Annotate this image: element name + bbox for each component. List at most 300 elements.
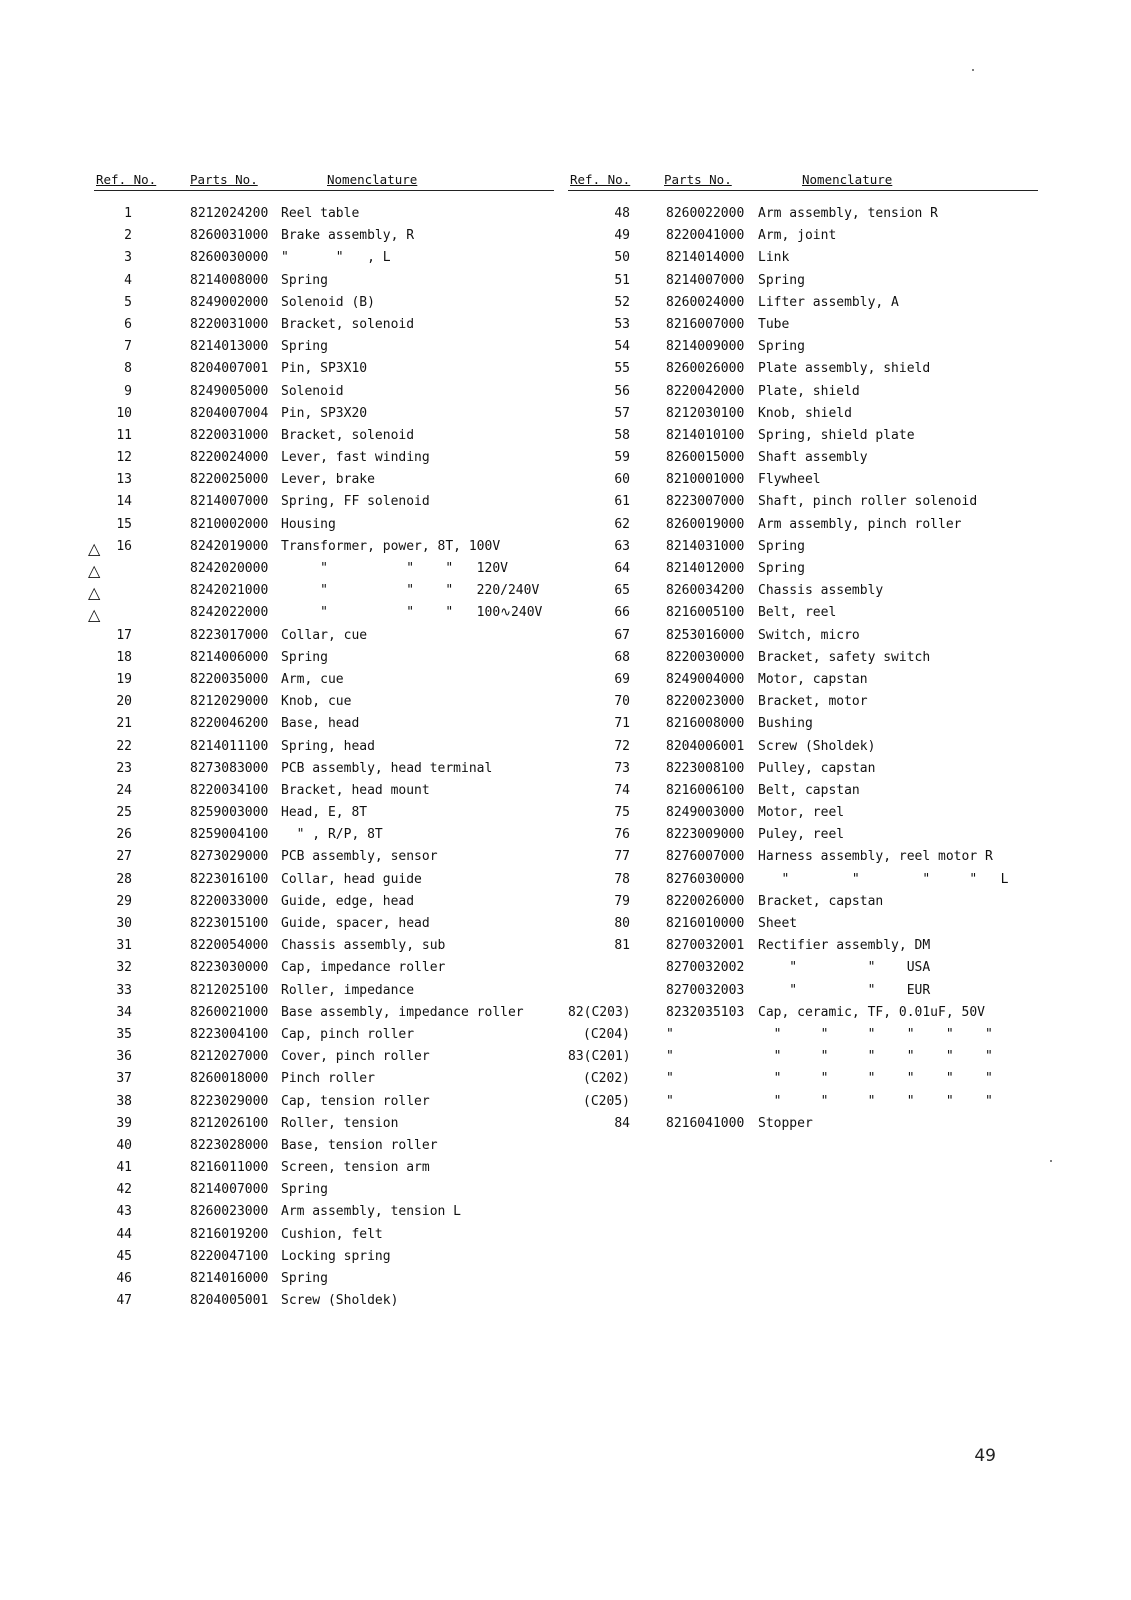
warning-icon: △: [88, 583, 101, 603]
nomenclature-cell: Link: [758, 250, 790, 266]
ref-no-cell: 9: [124, 383, 132, 399]
warning-icon: △: [88, 605, 101, 625]
table-row: [94, 1002, 554, 1024]
parts-no-cell: 8273083000: [190, 760, 269, 776]
warning-icon: △: [88, 561, 101, 580]
parts-no-cell: 8260030000: [190, 250, 269, 266]
table-row: [94, 1068, 554, 1090]
nomenclature-cell: Lifter assembly, A: [758, 294, 899, 310]
ref-no-cell: 43: [116, 1204, 132, 1220]
table-row: [94, 891, 554, 913]
nomenclature-cell: " " , L: [281, 250, 391, 266]
ref-no-cell: 19: [116, 671, 132, 687]
table-row: [568, 558, 1038, 580]
parts-no-cell: 8259003000: [190, 805, 269, 821]
parts-no-cell: 8212026100: [190, 1115, 269, 1131]
nomenclature-header: Nomenclature: [327, 172, 418, 187]
ref-no-cell: 50: [614, 250, 630, 266]
nomenclature-cell: Lever, fast winding: [281, 450, 430, 466]
parts-no-cell: 8223030000: [190, 960, 269, 976]
parts-no-cell: 8242019000: [190, 538, 269, 554]
table-row: [568, 447, 1038, 469]
ref-no-cell: 75: [614, 805, 630, 821]
parts-no-cell: ": [666, 1026, 674, 1042]
table-row: [568, 270, 1038, 292]
parts-no-cell: 8210001000: [666, 472, 745, 488]
scan-speck: [1050, 1160, 1052, 1162]
nomenclature-cell: " " " " L: [758, 871, 1009, 887]
page-number: 49: [974, 1446, 996, 1466]
nomenclature-cell: Cap, impedance roller: [281, 960, 446, 976]
parts-no-cell: 8220035000: [190, 671, 269, 687]
parts-no-cell: 8249005000: [190, 383, 269, 399]
ref-no-cell: 62: [614, 516, 630, 532]
nomenclature-cell: Locking spring: [281, 1248, 391, 1264]
nomenclature-cell: Shaft assembly: [758, 450, 868, 466]
table-row: [568, 1068, 1038, 1090]
ref-no-cell: 33: [116, 982, 132, 998]
parts-no-cell: 8260015000: [666, 450, 745, 466]
parts-no-cell: 8223028000: [190, 1137, 269, 1153]
parts-no-cell: 8212025100: [190, 982, 269, 998]
ref-no-cell: 39: [116, 1115, 132, 1131]
table-row: [94, 669, 554, 691]
ref-no-cell: 37: [116, 1071, 132, 1087]
ref-no-cell: 67: [614, 627, 630, 643]
parts-no-cell: 8242021000: [190, 583, 269, 599]
ref-no-cell: 1: [124, 206, 132, 221]
table-row: [94, 1113, 554, 1135]
nomenclature-cell: Switch, micro: [758, 627, 860, 643]
table-row: [568, 247, 1038, 269]
nomenclature-cell: Cap, pinch roller: [281, 1026, 415, 1042]
parts-no-cell: 8214011100: [190, 738, 269, 754]
table-row: [568, 602, 1038, 624]
table-row: [568, 1091, 1038, 1113]
nomenclature-cell: Bracket, capstan: [758, 893, 884, 909]
ref-no-cell: 61: [614, 494, 630, 510]
ref-no-cell: 69: [614, 671, 630, 687]
table-header: [94, 170, 554, 191]
parts-no-cell: 8212029000: [190, 694, 269, 710]
parts-no-cell: 8249002000: [190, 294, 269, 310]
parts-no-cell: 8214012000: [666, 561, 745, 576]
parts-no-cell: 8214013000: [190, 339, 269, 355]
ref-no-cell: 68: [614, 649, 630, 665]
table-row: [94, 1024, 554, 1046]
parts-no-cell: 8223004100: [190, 1026, 269, 1042]
ref-no-cell: 70: [614, 694, 630, 710]
parts-no-cell: 8214010100: [666, 427, 745, 443]
nomenclature-cell: Spring: [281, 1182, 328, 1198]
nomenclature-cell: Roller, tension: [281, 1115, 399, 1131]
nomenclature-cell: Spring: [758, 538, 805, 554]
nomenclature-cell: Guide, edge, head: [281, 893, 415, 909]
nomenclature-cell: " " EUR: [758, 982, 931, 998]
parts-no-cell: 8216005100: [666, 605, 745, 621]
table-row: [568, 469, 1038, 491]
table-row: [94, 469, 554, 491]
table-row: [568, 713, 1038, 735]
parts-no-cell: 8214006000: [190, 649, 269, 665]
parts-no-cell: 8242022000: [190, 605, 269, 621]
ref-no-cell: 79: [614, 893, 630, 909]
parts-no-cell: 8220034100: [190, 782, 269, 798]
table-row: [568, 669, 1038, 691]
parts-no-cell: 8249003000: [666, 805, 745, 821]
nomenclature-cell: Housing: [281, 516, 336, 532]
parts-no-cell: 8220042000: [666, 383, 745, 399]
parts-no-cell: 8214008000: [190, 272, 269, 288]
scan-speck: [972, 69, 974, 71]
table-row: [568, 980, 1038, 1002]
nomenclature-cell: Bracket, head mount: [281, 782, 430, 798]
nomenclature-cell: Transformer, power, 8T, 100V: [281, 538, 501, 554]
ref-no-cell: 81: [614, 938, 630, 954]
table-row: [568, 846, 1038, 868]
ref-no-cell: 27: [116, 849, 132, 865]
parts-no-cell: 8216019200: [190, 1226, 269, 1242]
table-row: [94, 913, 554, 935]
table-row: [94, 358, 554, 380]
nomenclature-cell: Head, E, 8T: [281, 805, 368, 821]
table-row: [568, 536, 1038, 558]
ref-no-cell: 40: [116, 1137, 132, 1153]
table-row: [94, 336, 554, 358]
table-row: [94, 292, 554, 314]
ref-no-cell: 49: [614, 228, 630, 244]
parts-no-cell: 8270032001: [666, 938, 745, 954]
nomenclature-cell: Spring: [758, 561, 805, 576]
parts-no-cell: 8204005001: [190, 1293, 269, 1309]
parts-no-cell: 8214007000: [190, 1182, 269, 1198]
parts-list-left-column: [88, 170, 554, 1312]
ref-no-cell: 60: [614, 472, 630, 488]
table-row: [88, 536, 554, 558]
ref-no-cell: 17: [116, 627, 132, 643]
parts-no-cell: 8220041000: [666, 228, 745, 244]
ref-no-cell: 7: [124, 339, 132, 355]
parts-no-cell: 8204007001: [190, 361, 269, 377]
ref-no-cell: 10: [116, 405, 132, 421]
table-row: [568, 891, 1038, 913]
nomenclature-cell: Cap, tension roller: [281, 1093, 430, 1109]
table-row: [568, 292, 1038, 314]
parts-list-right-column: [568, 170, 1038, 1135]
table-row: [94, 1246, 554, 1268]
table-row: [94, 935, 554, 957]
nomenclature-cell: Tube: [758, 316, 790, 332]
table-row: [94, 869, 554, 891]
nomenclature-cell: Screen, tension arm: [281, 1160, 430, 1176]
nomenclature-cell: " " " " " ": [758, 1093, 993, 1109]
parts-no-cell: 8223016100: [190, 871, 269, 887]
table-row: [94, 1268, 554, 1290]
ref-no-cell: 3: [124, 250, 132, 266]
table-row: [568, 1046, 1038, 1068]
ref-no-cell: 44: [116, 1226, 132, 1242]
nomenclature-cell: Rectifier assembly, DM: [758, 938, 931, 954]
nomenclature-cell: Knob, shield: [758, 405, 852, 421]
nomenclature-cell: Collar, cue: [281, 627, 368, 643]
nomenclature-cell: Bushing: [758, 716, 813, 732]
nomenclature-cell: " " " 220/240V: [281, 583, 540, 599]
parts-no-cell: 8204006001: [666, 738, 745, 754]
parts-no-cell: 8214016000: [190, 1271, 269, 1286]
parts-no-cell: 8216006100: [666, 782, 745, 798]
table-row: [568, 203, 1038, 225]
nomenclature-cell: Spring: [758, 272, 805, 288]
parts-no-cell: 8220025000: [190, 472, 269, 488]
nomenclature-cell: Brake assembly, R: [281, 228, 415, 244]
parts-no-cell: 8260023000: [190, 1204, 269, 1220]
table-row: [88, 580, 554, 603]
parts-no-cell: 8220047100: [190, 1248, 269, 1264]
nomenclature-cell: Arm assembly, tension L: [281, 1204, 462, 1220]
nomenclature-cell: Plate assembly, shield: [758, 361, 931, 377]
ref-no-cell: 56: [614, 383, 630, 399]
ref-no-cell: 5: [124, 294, 132, 310]
table-row: [94, 491, 554, 513]
parts-no-cell: 8223007000: [666, 494, 745, 510]
ref-no-cell: 52: [614, 294, 630, 310]
nomenclature-cell: Base, head: [281, 716, 360, 732]
ref-no-cell: 2: [124, 228, 132, 244]
nomenclature-cell: Bracket, safety switch: [758, 649, 931, 665]
table-row: [568, 691, 1038, 713]
nomenclature-cell: Base, tension roller: [281, 1137, 438, 1153]
table-row: [568, 1024, 1038, 1046]
nomenclature-cell: " " " " " ": [758, 1026, 993, 1042]
ref-no-cell: 11: [116, 427, 132, 443]
table-row: [94, 758, 554, 780]
ref-no-cell: 6: [124, 316, 132, 332]
nomenclature-cell: Chassis assembly: [758, 583, 884, 599]
table-row: [94, 1046, 554, 1068]
nomenclature-cell: Harness assembly, reel motor R: [758, 849, 993, 865]
parts-no-cell: 8214009000: [666, 339, 745, 355]
parts-no-cell: 8214007000: [190, 494, 269, 510]
parts-no-cell: 8242020000: [190, 561, 269, 576]
ref-no-cell: (C204): [583, 1026, 630, 1042]
ref-no-cell: 24: [116, 782, 132, 798]
parts-no-cell: 8260024000: [666, 294, 745, 310]
ref-no-cell: 16: [116, 538, 132, 554]
ref-no-cell: 83(C201): [568, 1049, 631, 1065]
nomenclature-cell: Pulley, capstan: [758, 760, 876, 776]
ref-no-cell: 65: [614, 583, 630, 599]
nomenclature-cell: Base assembly, impedance roller: [281, 1004, 524, 1020]
nomenclature-cell: Arm, joint: [758, 228, 837, 244]
nomenclature-cell: Puley, reel: [758, 827, 845, 843]
nomenclature-cell: Belt, capstan: [758, 782, 860, 798]
ref-no-header: Ref. No.: [96, 172, 157, 187]
table-row: [568, 913, 1038, 935]
parts-no-cell: ": [666, 1093, 674, 1109]
nomenclature-cell: Arm assembly, pinch roller: [758, 516, 962, 532]
ref-no-cell: 71: [614, 716, 630, 732]
parts-no-cell: 8214031000: [666, 538, 745, 554]
ref-no-cell: 42: [116, 1182, 132, 1198]
ref-no-cell: 13: [116, 472, 132, 488]
table-row: [94, 780, 554, 802]
parts-no-cell: 8223015100: [190, 916, 269, 931]
nomenclature-cell: Pinch roller: [281, 1071, 375, 1087]
nomenclature-cell: Pin, SP3X20: [281, 405, 368, 421]
nomenclature-cell: PCB assembly, sensor: [281, 849, 438, 865]
ref-no-cell: 77: [614, 849, 630, 865]
nomenclature-cell: " , R/P, 8T: [281, 827, 383, 843]
nomenclature-cell: Spring, FF solenoid: [281, 494, 430, 510]
table-row: [568, 425, 1038, 447]
table-row: [88, 558, 554, 580]
parts-no-cell: 8260018000: [190, 1071, 269, 1087]
nomenclature-cell: Spring, head: [281, 738, 375, 754]
table-row: [94, 314, 554, 336]
parts-no-cell: 8270032002: [666, 960, 745, 976]
parts-no-cell: 8220046200: [190, 716, 269, 732]
parts-no-cell: 8259004100: [190, 827, 269, 843]
nomenclature-cell: Spring: [281, 1271, 328, 1286]
nomenclature-cell: " " " 120V: [281, 561, 508, 576]
parts-no-cell: 8220024000: [190, 450, 269, 466]
parts-no-cell: 8260019000: [666, 516, 745, 532]
parts-no-cell: 8232035103: [666, 1004, 745, 1020]
parts-no-cell: 8220031000: [190, 427, 269, 443]
table-row: [94, 713, 554, 735]
parts-no-cell: 8223029000: [190, 1093, 269, 1109]
table-row: [568, 1002, 1038, 1024]
nomenclature-cell: Cap, ceramic, TF, 0.01uF, 50V: [758, 1004, 985, 1020]
parts-no-cell: 8212030100: [666, 405, 745, 421]
table-row: [94, 381, 554, 403]
ref-no-cell: 73: [614, 760, 630, 776]
parts-rows: [568, 203, 1038, 1135]
table-row: [94, 1290, 554, 1312]
parts-no-header: Parts No.: [190, 172, 258, 187]
ref-no-cell: 58: [614, 427, 630, 443]
table-row: [568, 314, 1038, 336]
parts-no-cell: 8260021000: [190, 1004, 269, 1020]
warning-icon: △: [88, 538, 101, 558]
parts-no-cell: 8249004000: [666, 671, 745, 687]
parts-no-cell: 8214007000: [666, 272, 745, 288]
nomenclature-cell: Arm assembly, tension R: [758, 206, 939, 221]
table-header: [568, 170, 1038, 191]
parts-rows: [88, 203, 554, 1312]
parts-no-cell: 8276007000: [666, 849, 745, 865]
table-row: [568, 514, 1038, 536]
parts-no-cell: 8204007004: [190, 405, 269, 421]
parts-no-cell: 8260031000: [190, 228, 269, 244]
parts-no-header: Parts No.: [664, 172, 732, 187]
table-row: [568, 957, 1038, 979]
ref-no-cell: 51: [614, 272, 630, 288]
parts-no-cell: 8216008000: [666, 716, 745, 732]
table-row: [94, 980, 554, 1002]
parts-no-cell: 8220023000: [666, 694, 745, 710]
parts-no-cell: 8276030000: [666, 871, 745, 887]
ref-no-cell: 28: [116, 871, 132, 887]
ref-no-cell: 72: [614, 738, 630, 754]
table-row: [94, 691, 554, 713]
parts-no-cell: 8253016000: [666, 627, 745, 643]
parts-no-cell: 8220026000: [666, 893, 745, 909]
parts-no-cell: 8216007000: [666, 316, 745, 332]
nomenclature-cell: Collar, head guide: [281, 871, 422, 887]
ref-no-cell: 8: [124, 361, 132, 377]
table-row: [94, 1157, 554, 1179]
table-row: [568, 358, 1038, 380]
table-row: [568, 736, 1038, 758]
parts-no-cell: 8210002000: [190, 516, 269, 532]
nomenclature-cell: Motor, reel: [758, 805, 845, 821]
table-row: [568, 491, 1038, 513]
parts-no-cell: 8260022000: [666, 206, 745, 221]
ref-no-cell: 59: [614, 450, 630, 466]
ref-no-cell: 47: [116, 1293, 132, 1309]
ref-no-cell: 12: [116, 450, 132, 466]
ref-no-cell: 76: [614, 827, 630, 843]
nomenclature-cell: " " " 100∿240V: [281, 605, 543, 621]
parts-no-cell: 8220031000: [190, 316, 269, 332]
table-row: [568, 381, 1038, 403]
nomenclature-header: Nomenclature: [802, 172, 893, 187]
table-row: [94, 1201, 554, 1223]
nomenclature-cell: Spring: [281, 339, 328, 355]
table-row: [94, 447, 554, 469]
table-row: [94, 514, 554, 536]
table-row: [568, 869, 1038, 891]
nomenclature-cell: Solenoid: [281, 383, 344, 399]
ref-no-cell: 29: [116, 893, 132, 909]
nomenclature-cell: Spring: [281, 272, 328, 288]
nomenclature-cell: Plate, shield: [758, 383, 860, 399]
table-row: [568, 824, 1038, 846]
ref-no-cell: (C202): [583, 1071, 630, 1087]
parts-no-cell: 8223008100: [666, 760, 745, 776]
table-row: [94, 846, 554, 868]
nomenclature-cell: Cushion, felt: [281, 1226, 383, 1242]
nomenclature-cell: Belt, reel: [758, 605, 837, 621]
nomenclature-cell: " " USA: [758, 960, 931, 976]
ref-no-cell: 25: [116, 805, 132, 821]
nomenclature-cell: Guide, spacer, head: [281, 916, 430, 931]
table-row: [94, 403, 554, 425]
parts-no-cell: 8260034200: [666, 583, 745, 599]
ref-no-cell: 82(C203): [568, 1004, 631, 1020]
table-row: [88, 602, 554, 625]
nomenclature-cell: Sheet: [758, 916, 798, 931]
ref-no-cell: 35: [116, 1026, 132, 1042]
parts-no-cell: 8223009000: [666, 827, 745, 843]
table-row: [568, 647, 1038, 669]
ref-no-cell: 48: [614, 206, 630, 221]
nomenclature-cell: Screw (Sholdek): [758, 738, 876, 754]
parts-no-cell: 8220030000: [666, 649, 745, 665]
ref-no-cell: 22: [116, 738, 132, 754]
ref-no-cell: 26: [116, 827, 132, 843]
ref-no-cell: (C205): [583, 1093, 630, 1109]
nomenclature-cell: Bracket, solenoid: [281, 427, 415, 443]
ref-no-cell: 31: [116, 938, 132, 954]
ref-no-cell: 41: [116, 1160, 132, 1176]
nomenclature-cell: Stopper: [758, 1115, 813, 1131]
table-row: [568, 403, 1038, 425]
nomenclature-cell: Spring: [758, 339, 805, 355]
ref-no-header: Ref. No.: [570, 172, 631, 187]
nomenclature-cell: Roller, impedance: [281, 982, 415, 998]
